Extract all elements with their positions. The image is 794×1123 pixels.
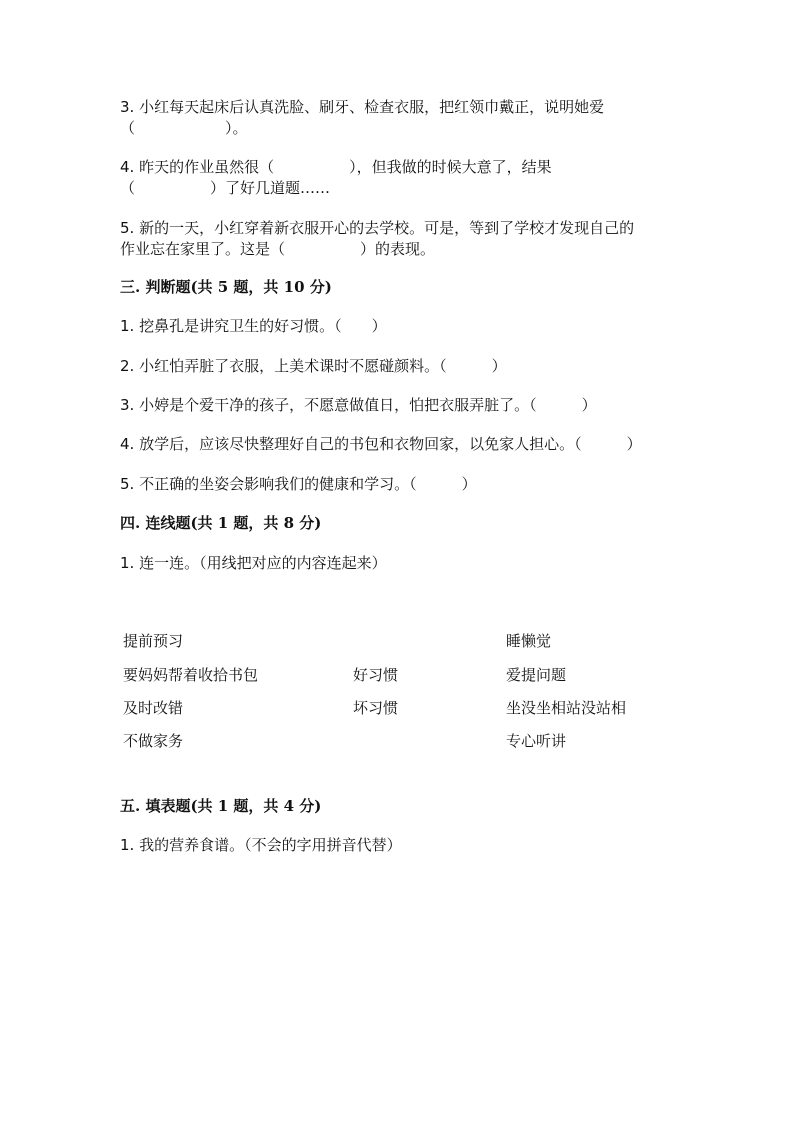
true-false-item-5: 5. 不正确的坐姿会影响我们的健康和学习。（ ） — [120, 475, 477, 493]
fill-q5-line2: 作业忘在家里了。这是（ ）的表现。 — [120, 240, 436, 258]
fill-q3-line2: （ ）。 — [120, 119, 248, 137]
section-heading-true-false: 三. 判断题(共 5 题，共 10 分) — [120, 278, 332, 296]
section-heading-matching: 四. 连线题(共 1 题，共 8 分) — [120, 514, 322, 532]
fill-q3-line1: 3. 小红每天起床后认真洗脸、刷牙、检查衣服，把红领巾戴正，说明她爱 — [120, 98, 605, 116]
matching-middle-item-1: 好习惯 — [353, 666, 399, 684]
matching-left-item-2: 要妈妈帮着收拾书包 — [123, 666, 259, 684]
matching-left-item-1: 提前预习 — [123, 632, 184, 650]
table-question: 1. 我的营养食谱。（不会的字用拼音代替） — [120, 836, 402, 854]
true-false-item-3: 3. 小婷是个爱干净的孩子，不愿意做值日，怕把衣服弄脏了。（ ） — [120, 396, 597, 414]
true-false-item-4: 4. 放学后，应该尽快整理好自己的书包和衣物回家，以免家人担心。（ ） — [120, 435, 642, 453]
matching-left-item-3: 及时改错 — [123, 699, 184, 717]
matching-right-item-1: 睡懒觉 — [506, 632, 552, 650]
matching-middle-item-2: 坏习惯 — [353, 699, 399, 717]
true-false-item-1: 1. 挖鼻孔是讲究卫生的好习惯。（ ） — [120, 317, 387, 335]
matching-right-item-2: 爱提问题 — [506, 666, 567, 684]
matching-question: 1. 连一连。（用线把对应的内容连起来） — [120, 554, 387, 572]
matching-right-item-3: 坐没坐相站没站相 — [506, 699, 627, 717]
fill-q4-line2: （ ）了好几道题…… — [120, 179, 331, 197]
fill-q4-line1: 4. 昨天的作业虽然很（ ），但我做的时候大意了，结果 — [120, 158, 552, 176]
matching-left-item-4: 不做家务 — [123, 732, 184, 750]
section-heading-table: 五. 填表题(共 1 题，共 4 分) — [120, 797, 322, 815]
matching-right-item-4: 专心听讲 — [506, 732, 567, 750]
true-false-item-2: 2. 小红怕弄脏了衣服，上美术课时不愿碰颜料。（ ） — [120, 357, 507, 375]
fill-q5-line1: 5. 新的一天，小红穿着新衣服开心的去学校。可是，等到了学校才发现自己的 — [120, 219, 635, 237]
